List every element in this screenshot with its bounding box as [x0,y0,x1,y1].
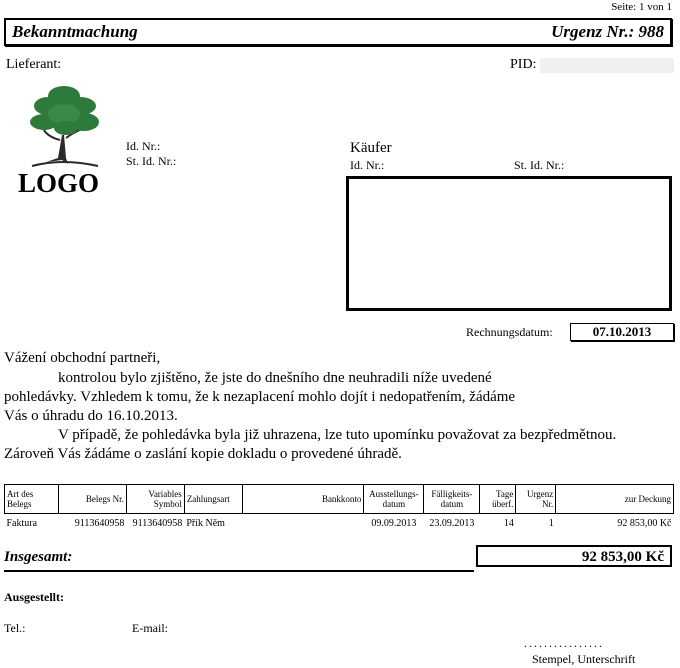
cell-art: Faktura [6,517,38,529]
cell-aus: 09.09.2013 [371,517,417,529]
letter-line-4: V případě, že pohledávka byla již uhrazena, lze tuto upomínku považovat za bezpředmětnou. [58,427,617,443]
table-header-row [5,485,674,514]
buyer-id-label: Id. Nr.: [350,158,385,172]
buyer-label: Käufer [350,140,392,156]
letter-line-2: pohledávky. Vzhledem k tomu, že k nezaplacení mohlo dojít i nedopatřením, žádáme [4,389,516,405]
pid-field [540,58,674,73]
total-label: Insgesamt: [4,549,73,565]
col-header-bank: Bankkonto [242,485,364,514]
col-header-zahl: Zahlungsart [184,485,242,514]
cell-belegs: 9113640958 [74,517,125,529]
tree-logo-icon [22,80,106,170]
items-table [4,484,674,532]
supplier-label: Lieferant: [6,57,62,72]
col-header-deck: zur Deckung [556,485,674,514]
col-header-tage: Tage überf. [480,485,516,514]
letter-line-3: Vás o úhradu do 16.10.2013. [4,408,178,424]
signature-line: ................ [524,636,604,650]
letter-line-5: Zároveň Vás žádáme o zaslání kopie dokladu o provedené úhradě. [4,446,402,462]
invoice-date-label: Rechnungsdatum: [466,325,553,339]
col-header-belegs: Belegs Nr. [58,485,126,514]
letter-line-1: kontrolou bylo zjištěno, že jste do dnešního dne neuhradili níže uvedené [58,370,492,386]
supplier-id-label: Id. Nr.: [126,139,161,153]
cell-bank [242,514,364,533]
cell-urg: 1 [548,517,554,529]
cell-zahl: Přík Něm [186,517,225,529]
urgency-number: Urgenz Nr.: 988 [551,22,664,41]
col-header-art: Art des Belegs [5,485,59,514]
cell-fall: 23.09.2013 [429,517,475,529]
pid-label: PID: [510,57,537,72]
signature-label: Stempel, Unterschrift [532,652,636,666]
document-header [4,18,672,46]
issued-label: Ausgestellt: [4,590,64,604]
col-header-fall: Fälligkeits-datum [424,485,480,514]
cell-tage: 14 [503,517,514,529]
col-header-urg: Urgenz Nr. [516,485,556,514]
buyer-st-id-label: St. Id. Nr.: [514,158,565,172]
page-number: Seite: 1 von 1 [611,1,672,13]
supplier-st-id-label: St. Id. Nr.: [126,154,177,168]
buyer-address-box [346,176,672,311]
logo-text: LOGO [18,168,100,198]
letter-salutation: Vážení obchodní partneři, [4,350,161,366]
total-divider [4,570,474,572]
document-title: Bekanntmachung [12,22,138,41]
col-header-var: Variables Symbol [126,485,184,514]
invoice-date-value: 07.10.2013 [570,323,674,341]
cell-deck: 92 853,00 Kč [617,517,672,529]
total-value: 92 853,00 Kč [476,545,672,567]
table-row [5,514,674,533]
col-header-aus: Ausstellungs-datum [364,485,424,514]
email-label: E-mail: [132,621,168,635]
tel-label: Tel.: [4,621,26,635]
cell-var: 9113640958 [132,517,183,529]
